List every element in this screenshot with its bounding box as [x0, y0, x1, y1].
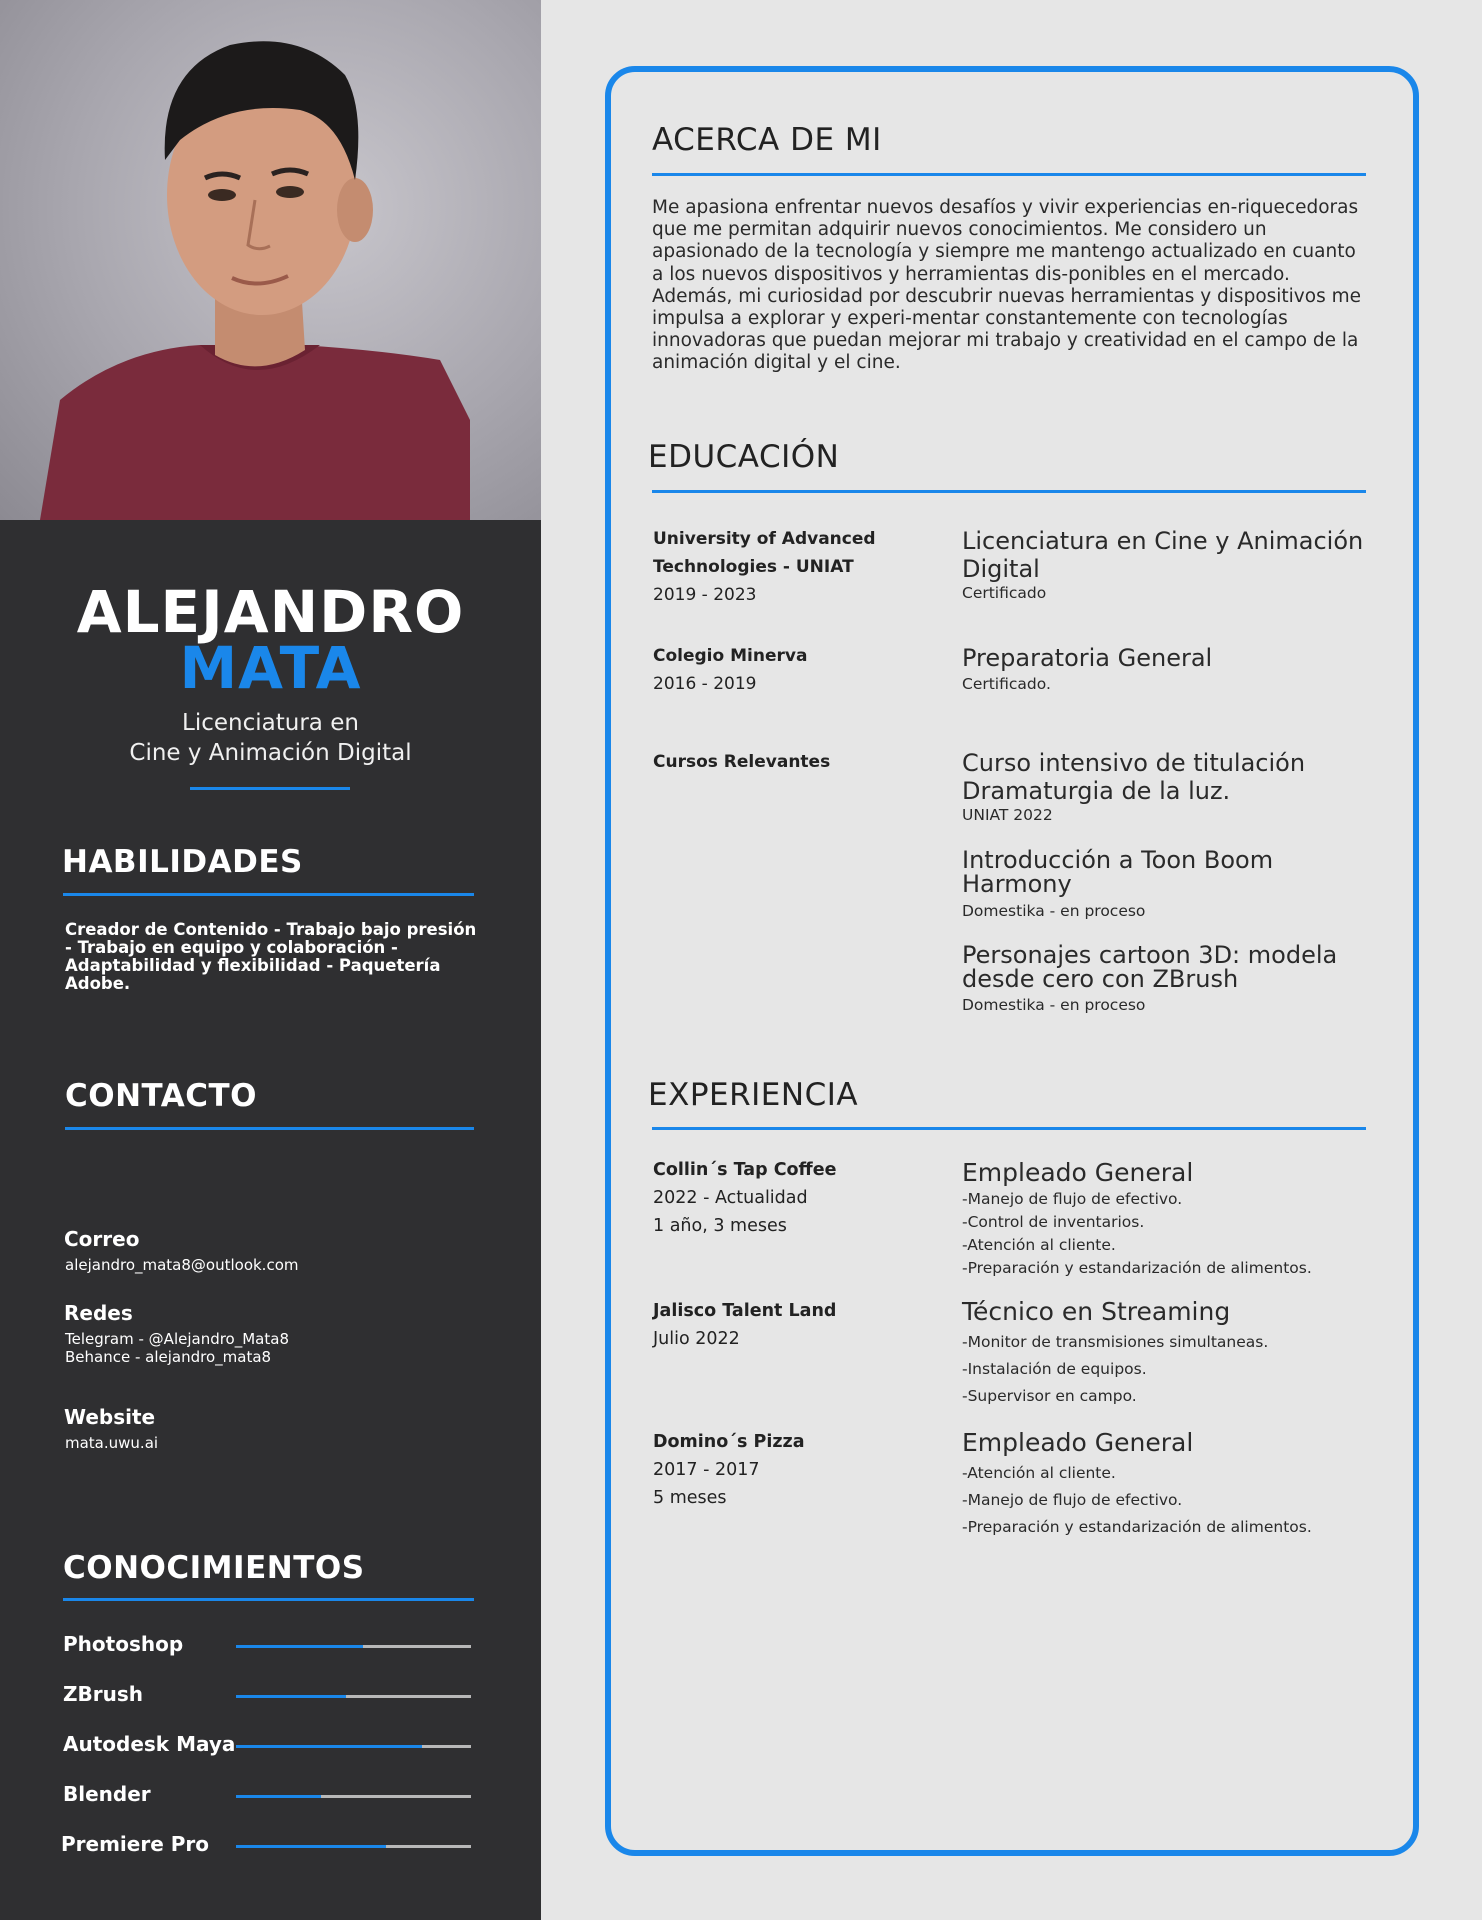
knowledge-bar-fill	[236, 1695, 346, 1698]
course-title: Introducción a Toon Boom Harmony	[962, 846, 1274, 898]
website-label: Website	[64, 1405, 156, 1429]
name-first: ALEJANDRO	[76, 578, 465, 646]
education-degree: Licenciatura en Cine y Animación Digital	[962, 527, 1364, 583]
knowledge-bar-fill	[236, 1745, 422, 1748]
school-name-line1: Colegio Minerva	[653, 646, 808, 666]
about-text: Me apasiona enfrentar nuevos desafíos y vivir experiencias en-riquecedoras que me permitan adquirir nuevos conocimientos. Me considero un apasionado de la tecnología y siempre me mantengo actualizado en cuanto a los nuevos dispositivos y herramientas dis-ponibles en el mercado. Además, mi curiosidad por descubrir nuevas herramientas y dispositivos me impulsa a explorar y experi-mentar constantemente con tecnologías innovadoras que puedan mejorar mi trabajo y creatividad en el campo de la animación digital y el cine.	[652, 197, 1361, 374]
experience-company-block	[653, 1156, 953, 1240]
education-certificate: Certificado	[962, 584, 1047, 602]
school-years: 2016 - 2019	[653, 674, 757, 694]
experience-bullet: -Supervisor en campo.	[962, 1387, 1137, 1405]
experience-role: Técnico en Streaming	[962, 1297, 1231, 1326]
degree-line-2: Cine y Animación Digital	[129, 740, 412, 766]
knowledge-heading: CONOCIMIENTOS	[63, 1550, 365, 1586]
telegram-value[interactable]: Telegram - @Alejandro_Mata8	[65, 1330, 289, 1348]
experience-heading: EXPERIENCIA	[648, 1077, 859, 1113]
about-divider	[652, 173, 1366, 176]
experience-bullet: -Manejo de flujo de efectivo.	[962, 1190, 1183, 1208]
experience-bullet: -Instalación de equipos.	[962, 1360, 1147, 1378]
email-label: Correo	[64, 1227, 140, 1251]
school-name-line1: University of Advanced	[653, 529, 876, 549]
experience-duration: 1 año, 3 meses	[653, 1216, 787, 1236]
course-title: Curso intensivo de titulación Dramaturgia de la luz.	[962, 749, 1306, 805]
company-name: Domino´s Pizza	[653, 1432, 805, 1452]
experience-role: Empleado General	[962, 1158, 1194, 1187]
experience-bullet: -Control de inventarios.	[962, 1213, 1145, 1231]
degree-line-1: Licenciatura en	[182, 710, 359, 736]
experience-period: 2022 - Actualidad	[653, 1188, 808, 1208]
course-provider: Domestika - en proceso	[962, 902, 1146, 920]
about-heading: ACERCA DE MI	[652, 122, 882, 158]
company-name: Jalisco Talent Land	[653, 1301, 837, 1321]
behance-value[interactable]: Behance - alejandro_mata8	[65, 1348, 272, 1366]
course-title: Personajes cartoon 3D: modela desde cero con ZBrush	[962, 941, 1338, 993]
knowledge-bar-fill	[236, 1845, 386, 1848]
name-last: MATA	[179, 634, 362, 702]
skills-text: Creador de Contenido - Trabajo bajo presión - Trabajo en equipo y colaboración - Adaptabilidad y flexibilidad - Paquetería Adobe.	[65, 920, 477, 993]
knowledge-label: Photoshop	[63, 1632, 184, 1656]
experience-company-block	[653, 1428, 953, 1512]
knowledge-bar	[236, 1645, 471, 1648]
social-label: Redes	[64, 1301, 133, 1325]
contact-heading: CONTACTO	[65, 1078, 258, 1114]
education-degree: Preparatoria General	[962, 644, 1213, 672]
courses-label: Cursos Relevantes	[653, 752, 831, 772]
experience-company-block	[653, 1297, 953, 1353]
knowledge-bar-fill	[236, 1795, 321, 1798]
experience-bullet: -Monitor de transmisiones simultaneas.	[962, 1333, 1269, 1351]
company-name: Collin´s Tap Coffee	[653, 1160, 837, 1180]
education-divider	[652, 490, 1366, 493]
experience-period: Julio 2022	[653, 1329, 740, 1349]
profile-photo	[0, 0, 541, 520]
experience-bullet: -Atención al cliente.	[962, 1464, 1116, 1482]
experience-period: 2017 - 2017	[653, 1460, 760, 1480]
experience-duration: 5 meses	[653, 1488, 727, 1508]
school-name-line2: Technologies - UNIAT	[653, 557, 854, 577]
course-provider: UNIAT 2022	[962, 806, 1053, 824]
education-school	[653, 525, 953, 609]
school-years: 2019 - 2023	[653, 585, 757, 605]
knowledge-divider	[63, 1598, 474, 1601]
course-provider: Domestika - en proceso	[962, 996, 1146, 1014]
knowledge-bar	[236, 1695, 471, 1698]
email-value[interactable]: alejandro_mata8@outlook.com	[65, 1256, 299, 1274]
sidebar	[0, 0, 541, 1920]
knowledge-label: ZBrush	[63, 1682, 143, 1706]
skills-heading: HABILIDADES	[62, 844, 303, 880]
education-certificate: Certificado.	[962, 675, 1051, 693]
experience-bullet: -Atención al cliente.	[962, 1236, 1116, 1254]
knowledge-bar	[236, 1845, 471, 1848]
experience-bullet: -Manejo de flujo de efectivo.	[962, 1491, 1183, 1509]
education-school	[653, 642, 953, 698]
website-value[interactable]: mata.uwu.ai	[65, 1434, 159, 1452]
contact-divider	[65, 1127, 474, 1130]
name-divider	[190, 787, 350, 790]
knowledge-bar	[236, 1745, 471, 1748]
experience-role: Empleado General	[962, 1428, 1194, 1457]
experience-bullet: -Preparación y estandarización de alimentos.	[962, 1518, 1312, 1536]
skills-divider	[63, 893, 474, 896]
knowledge-label: Premiere Pro	[61, 1832, 209, 1856]
knowledge-label: Blender	[63, 1782, 151, 1806]
experience-bullet: -Preparación y estandarización de alimentos.	[962, 1259, 1312, 1277]
knowledge-bar-fill	[236, 1645, 363, 1648]
education-heading: EDUCACIÓN	[648, 439, 840, 475]
knowledge-bar	[236, 1795, 471, 1798]
experience-divider	[652, 1127, 1366, 1130]
knowledge-label: Autodesk Maya	[63, 1732, 236, 1756]
